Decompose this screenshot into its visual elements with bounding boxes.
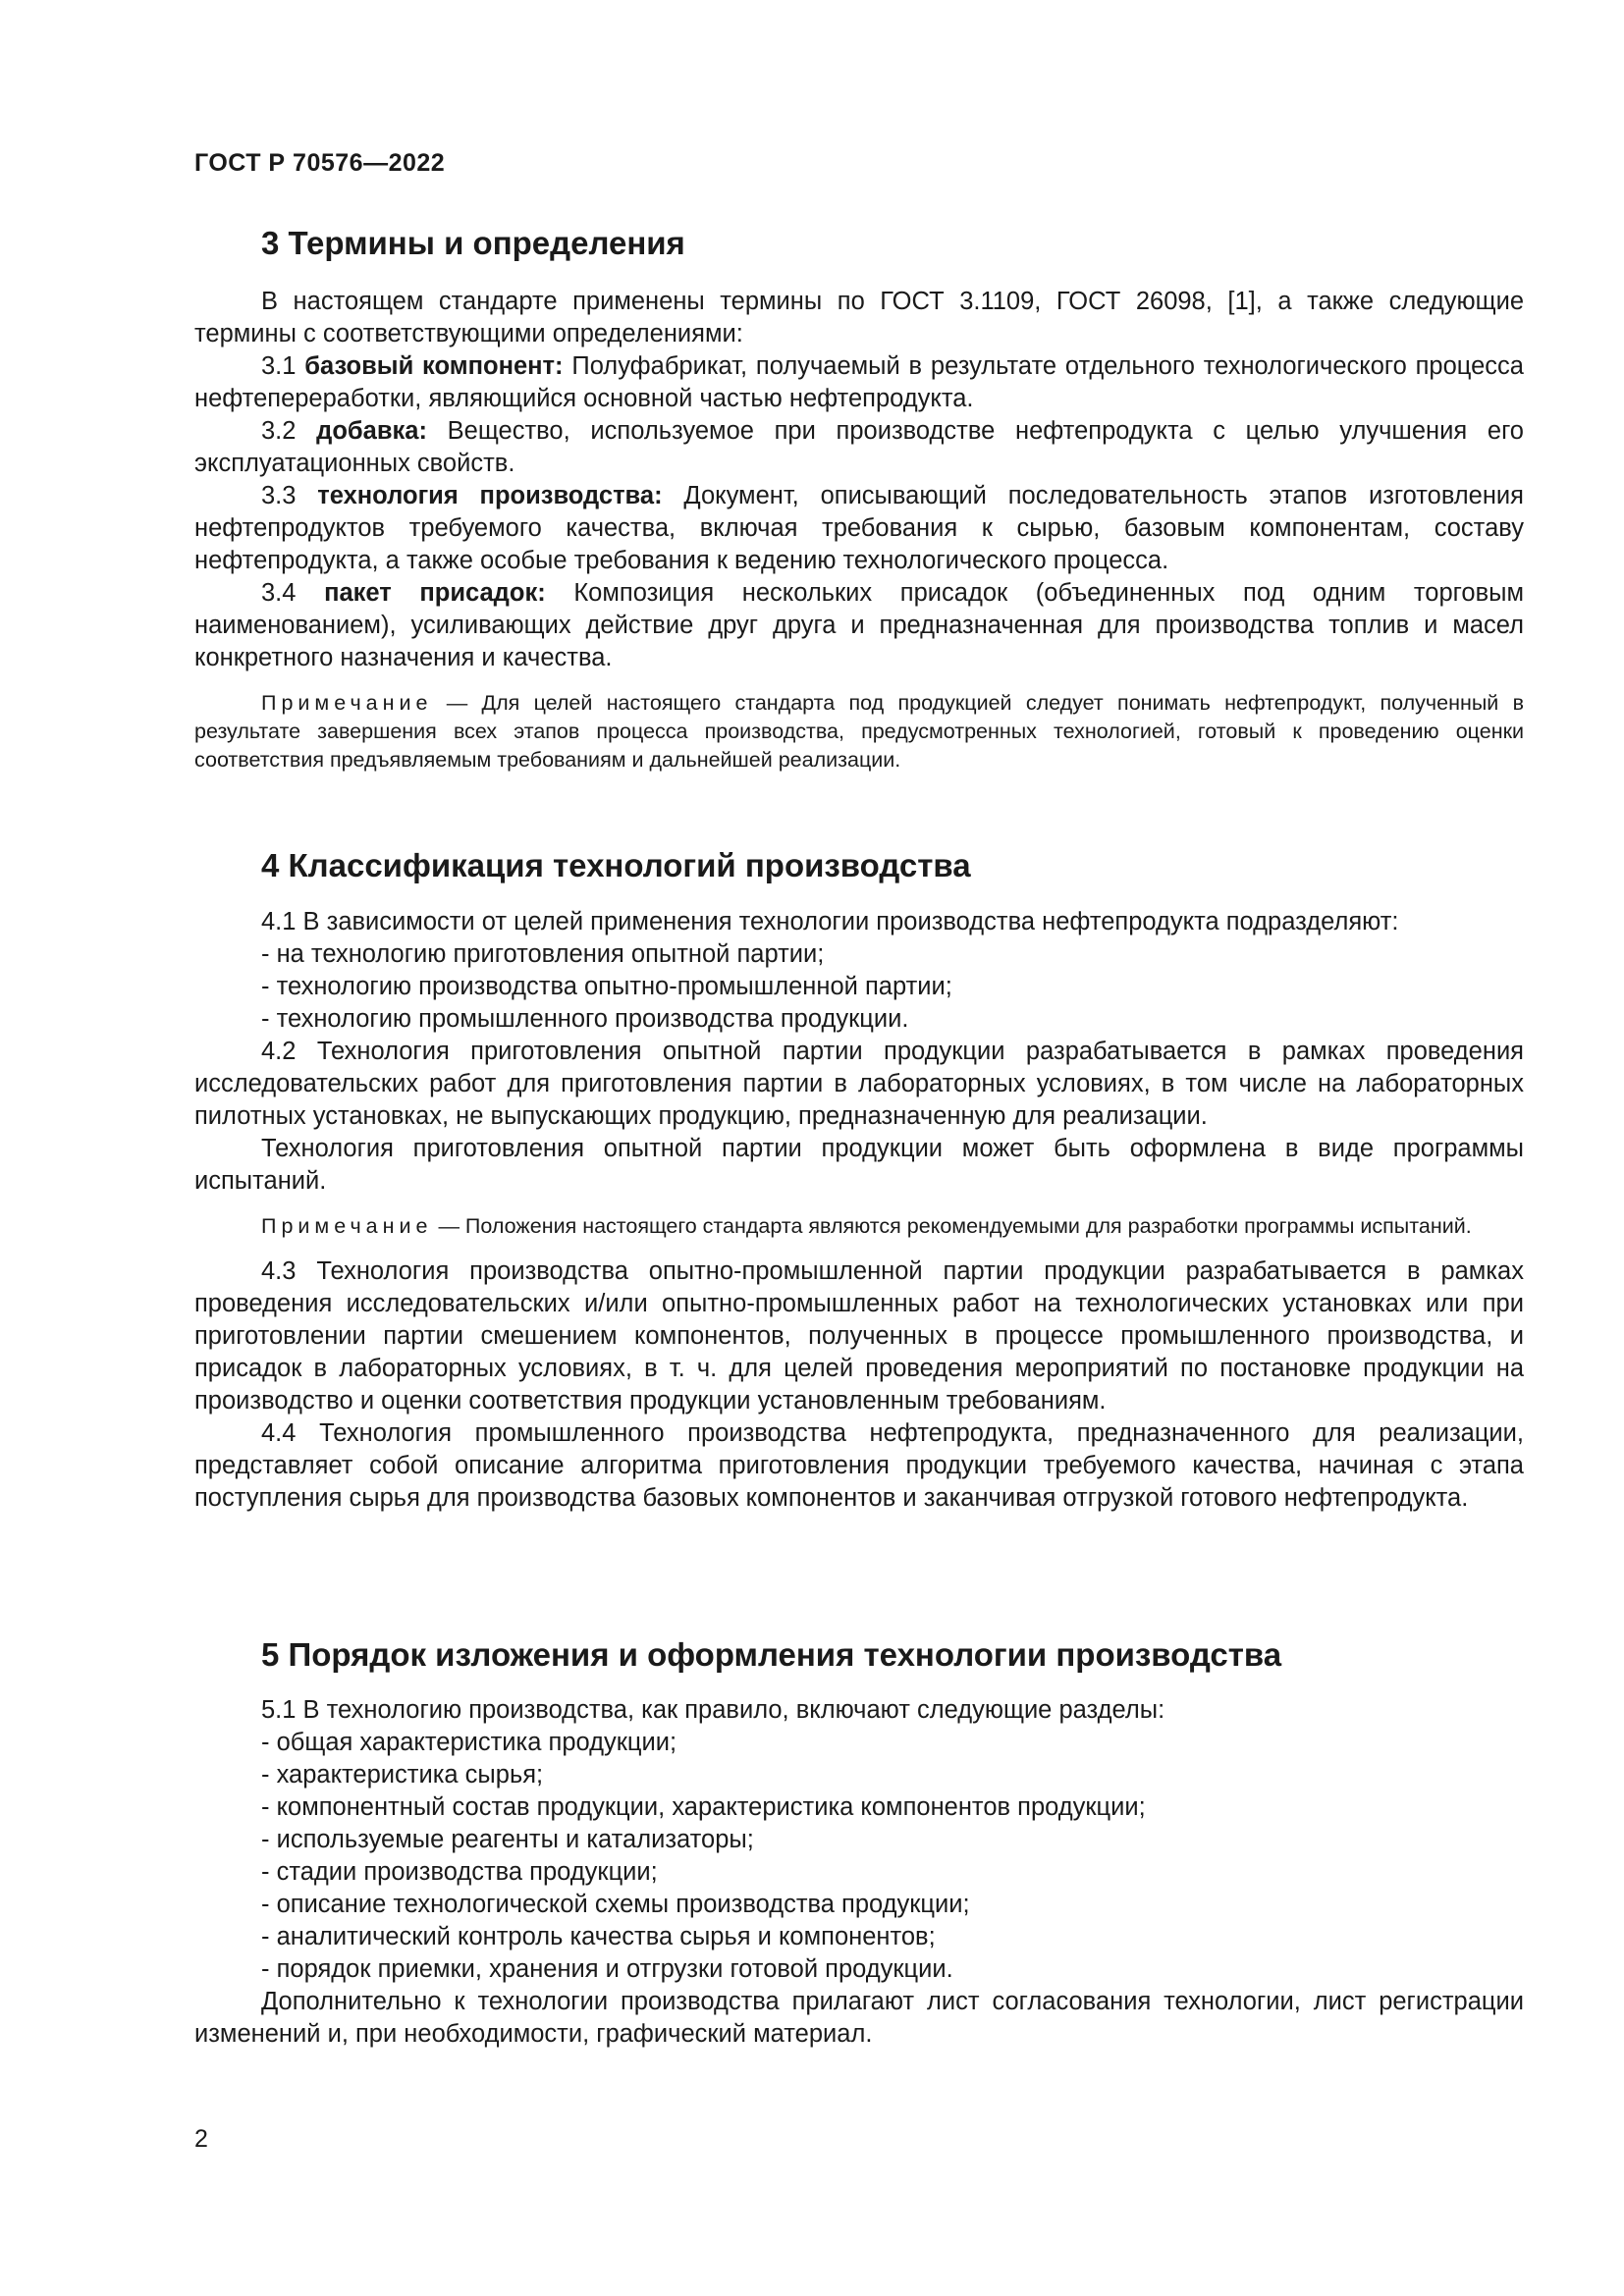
term-3-2-name: добавка: — [316, 417, 427, 445]
paragraph-4-3: 4.3 Технология производства опытно-промышленной партии продукции разрабатывается в рамках проведения исследовательских и/или опытно-промышленных работ на технологических установках или при приготовлении партии смешением компонентов, полученных в процессе промышленного производства, и присадок в лабораторных условиях, в т. ч. для целей проведения мероприятий по постановке продукции на производство и оценки соответствия продукции установленным требованиям. — [194, 1257, 1524, 1415]
section-3-note: Примечание — Для целей настоящего стандарта под продукцией следует понимать нефтепродукт, полученный в результате завершения всех этапов процесса производства, предусмотренных технологией, готовый к проведению оценки соответствия предъявляемым требованиям и дальнейшей реализации. — [194, 691, 1524, 772]
list-item: - используемые реагенты и катализаторы; — [261, 1826, 754, 1853]
paragraph-5-1: 5.1 В технологию производства, как правило, включают следующие разделы: — [261, 1696, 1165, 1724]
list-item: - стадии производства продукции; — [261, 1858, 658, 1886]
term-3-1: 3.1 базовый компонент: Полуфабрикат, получаемый в результате отдельного технологического процесса нефтепереработки, являющийся основной частью нефтепродукта. — [194, 352, 1524, 412]
term-3-4: 3.4 пакет присадок: Композиция нескольких присадок (объединенных под одним торговым наименованием), усиливающих действие друг друга и предназначенная для производства топлив и масел конкретного назначения и качества. — [194, 579, 1524, 671]
document-code: ГОСТ Р 70576—2022 — [194, 149, 446, 177]
paragraph-4-2: 4.2 Технология приготовления опытной партии продукции разрабатывается в рамках проведения исследовательских работ для приготовления партии в лабораторных условиях, в том числе на лабораторных пилотных установках, не выпускающих продукцию, предназначенную для реализации. — [194, 1038, 1524, 1130]
section-4 — [194, 846, 1524, 1515]
paragraph-4-2b: Технология приготовления опытной партии продукции может быть оформлена в виде программы испытаний. — [194, 1135, 1524, 1195]
term-3-3-name: технология производства: — [317, 482, 663, 509]
paragraph-5-1b: Дополнительно к технологии производства прилагают лист согласования технологии, лист регистрации изменений и, при необходимости, графический материал. — [194, 1988, 1524, 2048]
list-item: - описание технологической схемы производства продукции; — [261, 1891, 970, 1918]
term-3-3: 3.3 технология производства: Документ, описывающий последовательность этапов изготовления нефтепродуктов требуемого качества, включая требования к сырью, базовым компонентам, составу нефтепродукта, а также особые требования к ведению технологического процесса. — [194, 482, 1524, 574]
list-item: - компонентный состав продукции, характеристика компонентов продукции; — [261, 1793, 1146, 1821]
note-label: Примечание — [261, 1214, 433, 1238]
section-4-title: 4 Классификация технологий производства — [261, 847, 971, 883]
term-3-2: 3.2 добавка: Вещество, используемое при производстве нефтепродукта с целью улучшения его эксплуатационных свойств. — [194, 417, 1524, 477]
section-5-title: 5 Порядок изложения и оформления технологии производства — [261, 1636, 1282, 1673]
list-item: - общая характеристика продукции; — [261, 1729, 677, 1756]
term-3-4-name: пакет присадок: — [324, 579, 546, 607]
section-3-intro: В настоящем стандарте применены термины по ГОСТ 3.1109, ГОСТ 26098, [1], а также следующие термины с соответствующими определениями: — [194, 288, 1524, 347]
section-3-title: 3 Термины и определения — [261, 225, 685, 261]
list-item: - на технологию приготовления опытной партии; — [261, 940, 825, 968]
paragraph-4-1: 4.1 В зависимости от целей применения технологии производства нефтепродукта подразделяют: — [261, 908, 1399, 935]
list-item: - технологию производства опытно-промышленной партии; — [261, 973, 952, 1000]
page-number: 2 — [194, 2125, 208, 2153]
paragraph-4-4: 4.4 Технология промышленного производства нефтепродукта, предназначенного для реализации, представляет собой описание алгоритма приготовления продукции требуемого качества, начиная с этапа поступления сырья для производства базовых компонентов и заканчивая отгрузкой готового нефтепродукта. — [194, 1419, 1524, 1512]
list-item: - порядок приемки, хранения и отгрузки готовой продукции. — [261, 1955, 953, 1983]
list-item: - характеристика сырья; — [261, 1761, 544, 1789]
note-label: Примечание — [261, 691, 433, 715]
section-4-note: Примечание — Положения настоящего стандарта являются рекомендуемыми для разработки программы испытаний. — [261, 1214, 1472, 1238]
list-item: - аналитический контроль качества сырья и компонентов; — [261, 1923, 936, 1950]
list-item: - технологию промышленного производства продукции. — [261, 1005, 909, 1033]
section-3 — [194, 224, 1524, 774]
term-3-1-name: базовый компонент: — [304, 352, 564, 380]
section-5 — [194, 1635, 1524, 2051]
